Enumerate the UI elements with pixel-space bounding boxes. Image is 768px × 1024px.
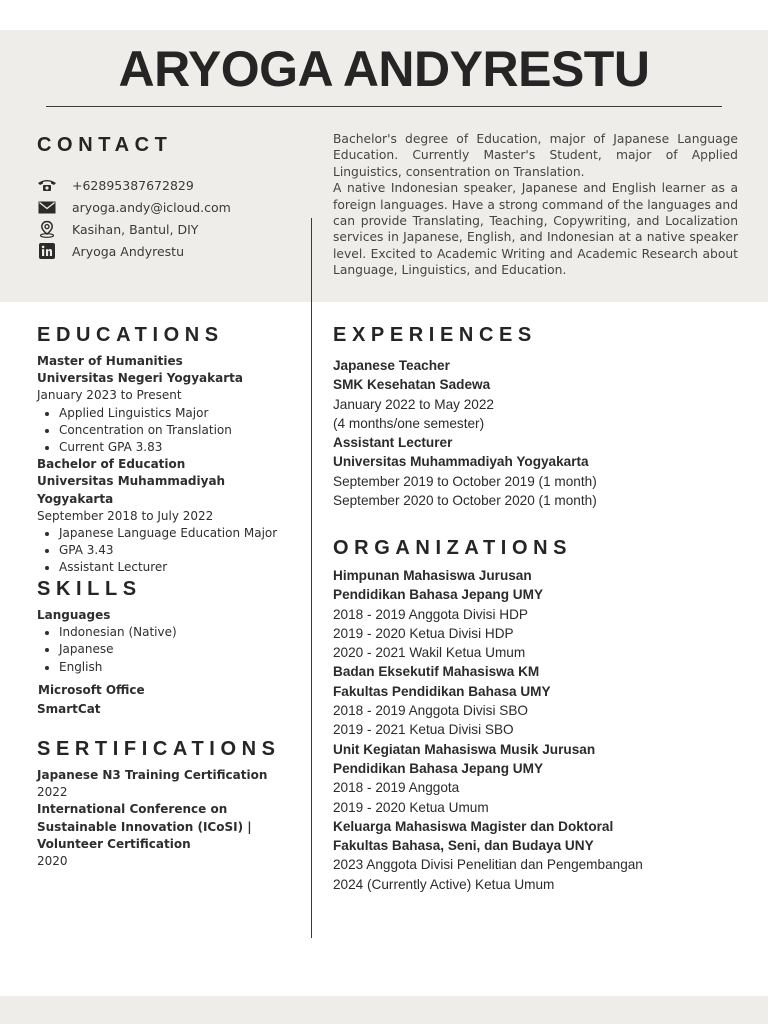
experience-role: Assistant Lecturer: [333, 435, 453, 451]
education-detail: • Applied Linguistics Major: [59, 405, 305, 422]
education-degree: Bachelor of Education: [37, 457, 186, 472]
certifications-heading: SERTIFICATIONS: [37, 738, 281, 760]
profile-summary: [333, 131, 738, 279]
organization-name: Pendidikan Bahasa Jepang UMY: [333, 587, 544, 603]
education-detail: • Assistant Lecturer: [59, 559, 305, 576]
experience-role: Japanese Teacher: [333, 358, 450, 373]
education-details: [59, 405, 305, 457]
summary-paragraph: A native Indonesian speaker, Japanese and English learner as a foreign languages. Have a strong command of the languages and can provide Translating, Teaching, Copywriting, and Localization services in Japanese, English, and Indonesian at a native speaker level. Excited to Academic Writing and Academic Research about Language, Linguistics, and Education.: [333, 181, 738, 278]
organization-name: Pendidikan Bahasa Jepang UMY: [333, 760, 544, 776]
resume-name: ARYOGA ANDYRESTU: [118, 41, 650, 97]
certification-title: International Conference on Sustainable Innovation (ICoSI) | Volunteer Certification: [37, 802, 252, 851]
experience-org: SMK Kesehatan Sadewa: [333, 377, 491, 393]
organization-name: Himpunan Mahasiswa Jurusan: [333, 568, 532, 583]
education-degree: Master of Humanities: [37, 354, 183, 368]
educations-section: [37, 353, 305, 577]
location-pin-icon: [37, 221, 57, 237]
language-item: • Indonesian (Native): [59, 624, 305, 641]
column-divider: [311, 218, 312, 938]
certification-title: Japanese N3 Training Certification: [37, 768, 268, 782]
education-school: Universitas Muhammadiyah Yogyakarta: [37, 474, 226, 506]
language-item: • English: [59, 659, 305, 676]
organization-name: Unit Kegiatan Mahasiswa Musik Jurusan: [333, 741, 596, 757]
name-underline: [46, 106, 722, 107]
education-school: Universitas Negeri Yogyakarta: [37, 371, 243, 386]
organization-line: 2019 - 2021 Ketua Divisi SBO: [333, 722, 514, 738]
organization-line: 2018 - 2019 Anggota Divisi SBO: [333, 703, 528, 719]
education-entry: [37, 353, 305, 456]
education-detail: • Japanese Language Education Major: [59, 525, 305, 542]
skill-tool: Microsoft Office: [38, 682, 145, 697]
organization-name: Fakultas Pendidikan Bahasa UMY: [333, 683, 551, 699]
skills-section: [37, 607, 305, 718]
organization-line: 2018 - 2019 Anggota: [333, 780, 460, 796]
organization-name: Fakultas Bahasa, Seni, dan Budaya UNY: [333, 838, 594, 854]
organizations-section: [333, 566, 753, 894]
email-icon: [37, 199, 57, 215]
experience-line: (4 months/one semester): [333, 415, 485, 431]
contact-email: [37, 196, 231, 218]
experience-line: September 2019 to October 2019 (1 month): [333, 473, 597, 489]
education-details: [59, 525, 305, 577]
contact-email-text[interactable]: aryoga.andy@icloud.com: [72, 199, 231, 215]
organization-name: Badan Eksekutif Mahasiswa KM: [333, 664, 540, 680]
linkedin-icon: [37, 243, 57, 259]
contact-location: [37, 218, 231, 240]
organization-line: 2019 - 2020 Ketua Umum: [333, 799, 489, 815]
experience-line: January 2022 to May 2022: [333, 396, 494, 412]
contact-location-text: Kasihan, Bantul, DIY: [72, 221, 199, 237]
organization-line: 2020 - 2021 Wakil Ketua Umum: [333, 645, 526, 661]
skills-heading: SKILLS: [37, 578, 142, 600]
phone-icon: [37, 177, 57, 193]
language-item: • Japanese: [59, 641, 305, 658]
contact-linkedin-text[interactable]: Aryoga Andyrestu: [72, 243, 184, 259]
experience-org: Universitas Muhammadiyah Yogyakarta: [333, 454, 589, 470]
contact-list: [37, 174, 231, 262]
skill-tool: SmartCat: [37, 702, 101, 717]
education-detail: • Current GPA 3.83: [59, 439, 305, 456]
organization-line: 2024 (Currently Active) Ketua Umum: [333, 876, 555, 892]
organizations-heading: ORGANIZATIONS: [333, 537, 573, 559]
contact-phone-text[interactable]: +62895387672829: [72, 177, 194, 193]
contact-linkedin: [37, 240, 231, 262]
languages-label: Languages: [37, 608, 111, 622]
education-period: September 2018 to July 2022: [37, 508, 214, 523]
experiences-heading: EXPERIENCES: [333, 324, 537, 346]
languages-list: [59, 624, 305, 676]
experiences-section: [333, 356, 753, 510]
experience-line: September 2020 to October 2020 (1 month): [333, 493, 597, 509]
educations-heading: EDUCATIONS: [37, 324, 224, 346]
certifications-section: [37, 767, 305, 870]
education-period: January 2023 to Present: [37, 388, 182, 403]
organization-line: 2018 - 2019 Anggota Divisi HDP: [333, 606, 528, 622]
organization-name: Keluarga Mahasiswa Magister dan Doktoral: [333, 818, 614, 834]
summary-paragraph: Bachelor's degree of Education, major of Japanese Language Education. Currently Master's Student, major of Applied Linguistics, consentration on Translation.: [333, 132, 738, 179]
certification-year: 2020: [37, 854, 68, 869]
contact-heading: CONTACT: [37, 134, 173, 156]
contact-phone: [37, 174, 231, 196]
organization-line: 2019 - 2020 Ketua Divisi HDP: [333, 625, 514, 641]
organization-line: 2023 Anggota Divisi Penelitian dan Pengembangan: [333, 857, 643, 873]
education-entry: [37, 456, 305, 576]
certification-year: 2022: [37, 785, 68, 800]
education-detail: • Concentration on Translation: [59, 422, 305, 439]
education-detail: • GPA 3.43: [59, 542, 305, 559]
footer-band: [0, 996, 768, 1024]
